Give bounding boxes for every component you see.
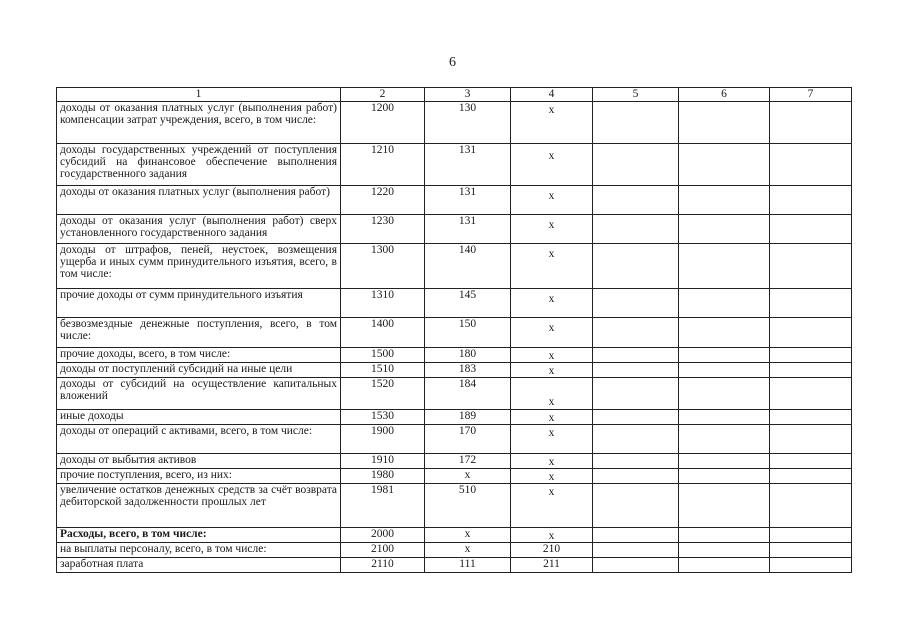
row-col6-value: [679, 244, 770, 289]
header-cell-2: 2: [341, 88, 425, 102]
row-kosgu-code: 145: [425, 289, 511, 318]
table-row: [57, 469, 852, 484]
row-col7-value: [770, 410, 852, 425]
row-code: 2110: [341, 558, 425, 573]
row-description: безвозмездные денежные поступления, всего, в том числе:: [57, 318, 341, 348]
row-col4-value: х: [511, 454, 593, 469]
row-col5-value: [593, 543, 679, 558]
row-code: 1310: [341, 289, 425, 318]
row-col5-value: [593, 318, 679, 348]
row-col6-value: [679, 348, 770, 363]
table-row: [57, 558, 852, 573]
row-col7-value: [770, 348, 852, 363]
row-description: доходы от операций с активами, всего, в том числе:: [57, 425, 341, 454]
row-code: 1300: [341, 244, 425, 289]
row-kosgu-code: 131: [425, 215, 511, 244]
row-description: доходы от штрафов, пеней, неустоек, возмещения ущерба и иных сумм принудительного изъятия, всего, в том числе:: [57, 244, 341, 289]
row-col5-value: [593, 425, 679, 454]
row-col4-value: х: [511, 289, 593, 318]
row-col6-value: [679, 543, 770, 558]
row-col5-value: [593, 348, 679, 363]
row-col5-value: [593, 484, 679, 528]
row-kosgu-code: 150: [425, 318, 511, 348]
row-kosgu-code: 189: [425, 410, 511, 425]
row-kosgu-code: 140: [425, 244, 511, 289]
row-code: 2000: [341, 528, 425, 543]
table-row: [57, 378, 852, 410]
row-col7-value: [770, 144, 852, 186]
row-col6-value: [679, 289, 770, 318]
row-description: прочие поступления, всего, из них:: [57, 469, 341, 484]
table-row: [57, 289, 852, 318]
row-col4-value: 211: [511, 558, 593, 573]
row-col5-value: [593, 186, 679, 215]
row-description: доходы от выбытия активов: [57, 454, 341, 469]
row-code: 1520: [341, 378, 425, 410]
header-cell-3: 3: [425, 88, 511, 102]
row-code: 1900: [341, 425, 425, 454]
row-col7-value: [770, 102, 852, 144]
row-col6-value: [679, 558, 770, 573]
table-row: [57, 410, 852, 425]
row-kosgu-code: х: [425, 528, 511, 543]
row-code: 1230: [341, 215, 425, 244]
header-cell-4: 4: [511, 88, 593, 102]
row-col4-value: х: [511, 144, 593, 186]
row-code: 2100: [341, 543, 425, 558]
row-description: доходы от оказания платных услуг (выполнения работ) компенсации затрат учреждения, всего, в том числе:: [57, 102, 341, 144]
row-code: 1500: [341, 348, 425, 363]
row-col4-value: х: [511, 348, 593, 363]
row-col7-value: [770, 528, 852, 543]
row-col6-value: [679, 102, 770, 144]
row-kosgu-code: х: [425, 469, 511, 484]
row-col7-value: [770, 244, 852, 289]
row-col5-value: [593, 144, 679, 186]
row-col4-value: х: [511, 484, 593, 528]
row-description: прочие доходы от сумм принудительного изъятия: [57, 289, 341, 318]
row-col4-value: 210: [511, 543, 593, 558]
header-row: [57, 88, 852, 102]
table-row: [57, 484, 852, 528]
row-code: 1981: [341, 484, 425, 528]
row-description: доходы от оказания платных услуг (выполнения работ): [57, 186, 341, 215]
row-description: Расходы, всего, в том числе:: [57, 528, 341, 543]
row-kosgu-code: 183: [425, 363, 511, 378]
row-kosgu-code: 170: [425, 425, 511, 454]
budget-table: [56, 87, 852, 573]
row-col5-value: [593, 244, 679, 289]
row-col6-value: [679, 469, 770, 484]
row-col5-value: [593, 289, 679, 318]
row-col4-value: х: [511, 378, 593, 410]
row-description: иные доходы: [57, 410, 341, 425]
table-body: [57, 102, 852, 573]
page-number: 6: [449, 55, 456, 70]
row-code: 1200: [341, 102, 425, 144]
row-col4-value: х: [511, 410, 593, 425]
row-description: увеличение остатков денежных средств за счёт возврата дебиторской задолженности прошлых лет: [57, 484, 341, 528]
row-col6-value: [679, 484, 770, 528]
row-col7-value: [770, 186, 852, 215]
row-col5-value: [593, 410, 679, 425]
row-col6-value: [679, 318, 770, 348]
row-col4-value: х: [511, 363, 593, 378]
row-col4-value: х: [511, 528, 593, 543]
row-col4-value: х: [511, 102, 593, 144]
row-kosgu-code: 184: [425, 378, 511, 410]
row-description: прочие доходы, всего, в том числе:: [57, 348, 341, 363]
table-row: [57, 318, 852, 348]
row-col7-value: [770, 558, 852, 573]
row-col7-value: [770, 289, 852, 318]
row-kosgu-code: 130: [425, 102, 511, 144]
row-col6-value: [679, 186, 770, 215]
table-row: [57, 528, 852, 543]
row-col7-value: [770, 454, 852, 469]
row-col5-value: [593, 102, 679, 144]
row-col4-value: х: [511, 318, 593, 348]
row-col7-value: [770, 318, 852, 348]
header-cell-5: 5: [593, 88, 679, 102]
row-col5-value: [593, 378, 679, 410]
row-col6-value: [679, 425, 770, 454]
table-row: [57, 348, 852, 363]
table-row: [57, 425, 852, 454]
row-col4-value: х: [511, 425, 593, 454]
row-col5-value: [593, 469, 679, 484]
row-kosgu-code: 111: [425, 558, 511, 573]
header-cell-1: 1: [57, 88, 341, 102]
row-code: 1510: [341, 363, 425, 378]
row-col6-value: [679, 215, 770, 244]
table-row: [57, 454, 852, 469]
row-col4-value: х: [511, 469, 593, 484]
header-cell-6: 6: [679, 88, 770, 102]
row-col5-value: [593, 528, 679, 543]
row-description: на выплаты персоналу, всего, в том числе:: [57, 543, 341, 558]
row-col4-value: х: [511, 186, 593, 215]
row-col7-value: [770, 543, 852, 558]
table-row: [57, 244, 852, 289]
row-col7-value: [770, 215, 852, 244]
row-description: доходы государственных учреждений от поступления субсидий на финансовое обеспечение выполнения государственного задания: [57, 144, 341, 186]
row-col5-value: [593, 215, 679, 244]
row-col5-value: [593, 363, 679, 378]
row-code: 1400: [341, 318, 425, 348]
row-code: 1980: [341, 469, 425, 484]
row-col6-value: [679, 363, 770, 378]
row-code: 1220: [341, 186, 425, 215]
row-code: 1910: [341, 454, 425, 469]
row-col5-value: [593, 558, 679, 573]
row-description: доходы от поступлений субсидий на иные цели: [57, 363, 341, 378]
row-col6-value: [679, 454, 770, 469]
row-col6-value: [679, 528, 770, 543]
header-cell-7: 7: [770, 88, 852, 102]
row-kosgu-code: 172: [425, 454, 511, 469]
row-kosgu-code: х: [425, 543, 511, 558]
row-description: заработная плата: [57, 558, 341, 573]
row-kosgu-code: 131: [425, 144, 511, 186]
row-kosgu-code: 131: [425, 186, 511, 215]
row-col6-value: [679, 144, 770, 186]
table-row: [57, 363, 852, 378]
row-code: 1530: [341, 410, 425, 425]
table-row: [57, 102, 852, 144]
table-row: [57, 144, 852, 186]
row-code: 1210: [341, 144, 425, 186]
table-row: [57, 215, 852, 244]
row-col5-value: [593, 454, 679, 469]
row-col4-value: х: [511, 244, 593, 289]
row-col6-value: [679, 410, 770, 425]
row-kosgu-code: 180: [425, 348, 511, 363]
row-description: доходы от субсидий на осуществление капитальных вложений: [57, 378, 341, 410]
row-description: доходы от оказания услуг (выполнения работ) сверх установленного государственного задания: [57, 215, 341, 244]
row-col7-value: [770, 469, 852, 484]
row-col7-value: [770, 363, 852, 378]
row-col7-value: [770, 378, 852, 410]
row-col7-value: [770, 484, 852, 528]
row-kosgu-code: 510: [425, 484, 511, 528]
row-col6-value: [679, 378, 770, 410]
table-row: [57, 543, 852, 558]
row-col4-value: х: [511, 215, 593, 244]
row-col7-value: [770, 425, 852, 454]
table-row: [57, 186, 852, 215]
